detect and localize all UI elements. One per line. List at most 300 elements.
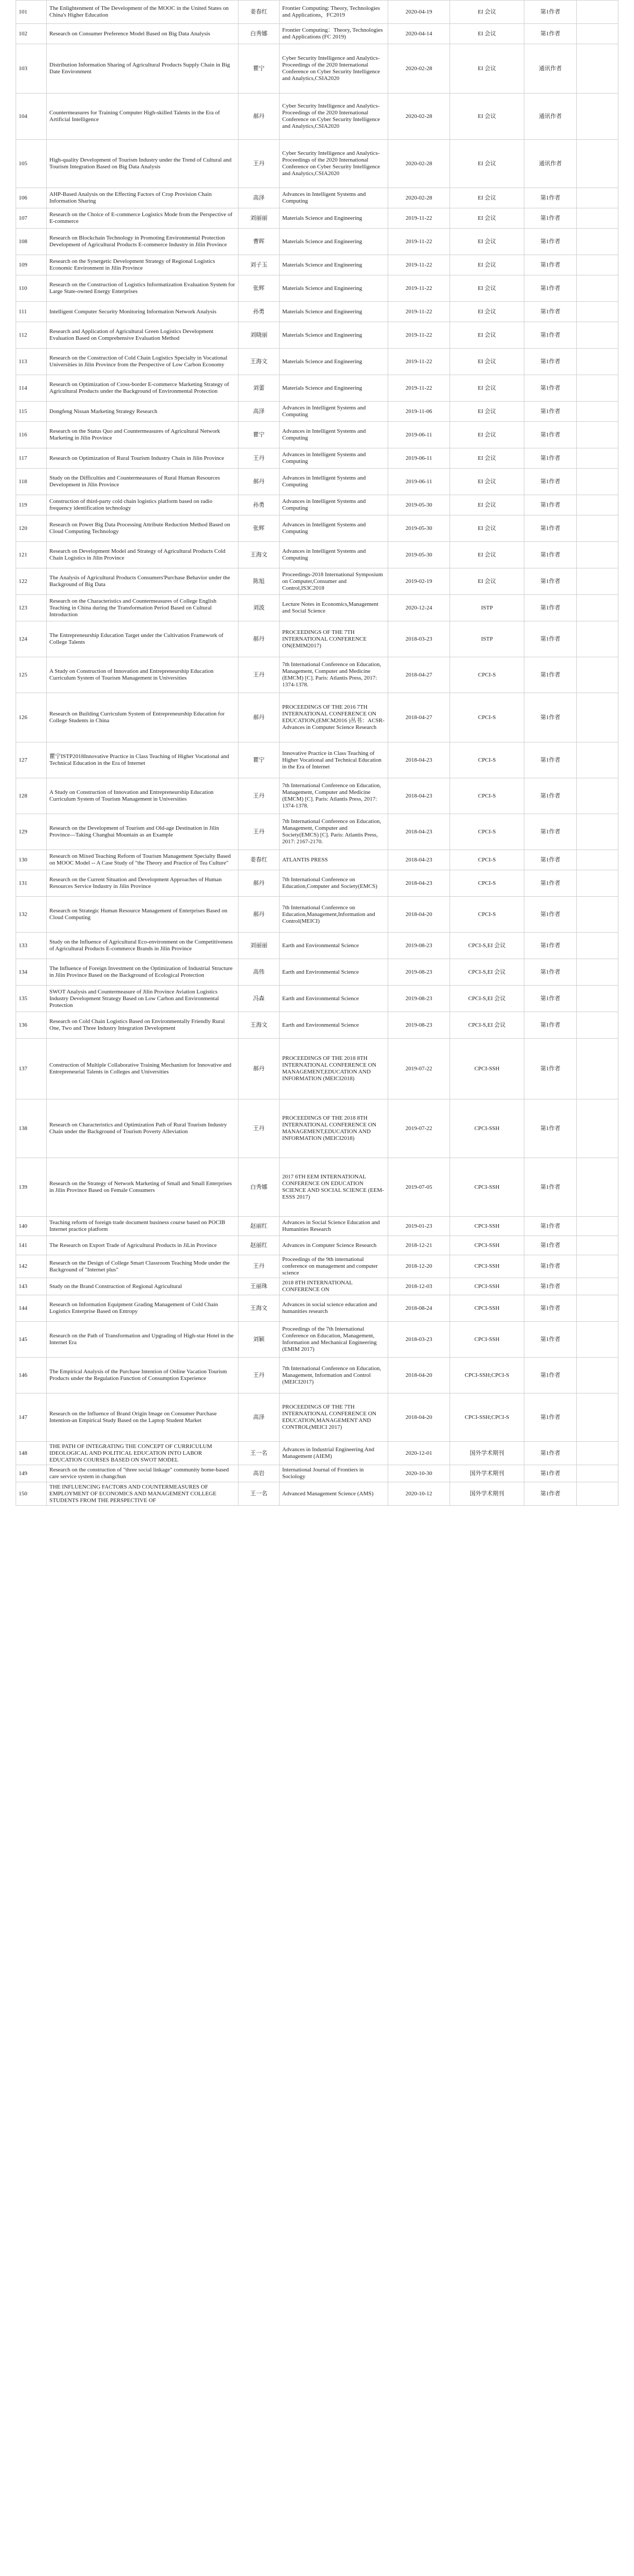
row-number: 135 <box>16 986 47 1012</box>
paper-title: Research on the Development of Tourism and Old-age Destination in Jilin Province—Taking Changbai Mountain as an Example <box>47 814 239 850</box>
author-role: 第1作者 <box>524 1039 577 1099</box>
paper-title: Research on Cold Chain Logistics Based on Environmentally Friendly Rural One, Two and Three Industry Integration Development <box>47 1012 239 1039</box>
publication-venue: Materials Science and Engineering <box>280 322 388 349</box>
index-type: EI 会议 <box>450 495 524 515</box>
table-row <box>16 1278 618 1295</box>
author-name: 赵丽红 <box>239 1236 280 1255</box>
table-row <box>16 778 618 814</box>
index-type: EI 会议 <box>450 188 524 208</box>
author-name: 王丹 <box>239 448 280 469</box>
author-name: 王丹 <box>239 1099 280 1158</box>
table-row <box>16 897 618 933</box>
empty-cell <box>577 255 618 275</box>
index-type: CPCI-SSH <box>450 1255 524 1278</box>
publish-date: 2018-04-23 <box>388 778 450 814</box>
paper-title: Study on the Difficulties and Countermeasures of Rural Human Resources Development in Jilin Province <box>47 469 239 495</box>
table-row <box>16 275 618 302</box>
table-row <box>16 1099 618 1158</box>
table-row <box>16 515 618 542</box>
paper-title: THE PATH OF INTEGRATING THE CONCEPT OF CURRICULUM IDEOLOGICAL AND POLITICAL EDUCATION INTO LABOR EDUCATION COURSES BASED ON SWOT MODEL <box>47 1442 239 1465</box>
publication-venue: Materials Science and Engineering <box>280 349 388 375</box>
row-number: 112 <box>16 322 47 349</box>
publish-date: 2019-06-11 <box>388 422 450 448</box>
author-role: 第1作者 <box>524 229 577 255</box>
author-role: 第1作者 <box>524 1236 577 1255</box>
index-type: CPCI-S,EI 会议 <box>450 959 524 986</box>
empty-cell <box>577 422 618 448</box>
publish-date: 2018-04-20 <box>388 1393 450 1442</box>
paper-title: Dongfeng Nissan Marketing Strategy Research <box>47 402 239 422</box>
author-role: 第1作者 <box>524 778 577 814</box>
author-role: 第1作者 <box>524 515 577 542</box>
author-name: 王丹 <box>239 814 280 850</box>
row-number: 110 <box>16 275 47 302</box>
empty-cell <box>577 986 618 1012</box>
paper-title: Research on Information Equipment Grading Management of Cold Chain Logistics Enterprise Based on Entropy <box>47 1295 239 1322</box>
author-name: 白秀娜 <box>239 1158 280 1217</box>
paper-title: Study on the Brand Construction of Regional Agricultural <box>47 1278 239 1295</box>
publication-venue: International Journal of Frontiers in Sociology <box>280 1465 388 1482</box>
publication-venue: 2017 6TH EEM INTERNATIONAL CONFERENCE ON EDUCATION SCIENCE AND SOCIAL SCIENCE (EEM-ESSS 2017) <box>280 1158 388 1217</box>
paper-title: Construction of third-party cold chain logistics platform based on radio frequency identification technology <box>47 495 239 515</box>
publish-date: 2018-12-21 <box>388 1236 450 1255</box>
row-number: 115 <box>16 402 47 422</box>
index-type: EI 会议 <box>450 515 524 542</box>
publish-date: 2018-04-20 <box>388 1358 450 1393</box>
row-number: 150 <box>16 1482 47 1506</box>
index-type: CPCI-SSH <box>450 1099 524 1158</box>
paper-title: Teaching reform of foreign trade document business course based on POCIB Internet practice platform <box>47 1217 239 1236</box>
author-name: 瞿宁 <box>239 422 280 448</box>
table-row <box>16 1465 618 1482</box>
author-role: 第1作者 <box>524 1482 577 1506</box>
author-role: 通讯作者 <box>524 44 577 94</box>
index-type: CPCI-S <box>450 778 524 814</box>
paper-title: Study on the Influence of Agricultural Eco-environment on the Competitiveness of Agricultural Products E-commerce Brands in Jilin Province <box>47 933 239 959</box>
author-name: 刘蕾 <box>239 375 280 402</box>
author-role: 第1作者 <box>524 208 577 229</box>
empty-cell <box>577 302 618 322</box>
paper-title: Research on the Construction of Logistics Informatization Evaluation System for Large State-owned Energy Enterprises <box>47 275 239 302</box>
publish-date: 2019-06-11 <box>388 448 450 469</box>
index-type: ISTP <box>450 621 524 657</box>
publication-venue: 7th International Conference on Education, Management, Computer and Medicine (EMCM) [C]. Paris: Atlantis Press, 2017: 1374-1378. <box>280 778 388 814</box>
index-type: CPCI-SSH <box>450 1217 524 1236</box>
row-number: 106 <box>16 188 47 208</box>
author-name: 王海文 <box>239 1012 280 1039</box>
publication-venue: Lecture Notes in Economics,Management and Social Science <box>280 595 388 621</box>
publish-date: 2019-08-23 <box>388 986 450 1012</box>
publication-venue: Earth and Environmental Science <box>280 959 388 986</box>
empty-cell <box>577 1039 618 1099</box>
publish-date: 2019-05-30 <box>388 542 450 568</box>
author-role: 第1作者 <box>524 469 577 495</box>
row-number: 127 <box>16 742 47 778</box>
paper-title: Countermeasures for Training Computer High-skilled Talents in the Era of Artificial Intelligence <box>47 94 239 140</box>
row-number: 105 <box>16 140 47 188</box>
row-number: 132 <box>16 897 47 933</box>
author-role: 第1作者 <box>524 275 577 302</box>
table-row <box>16 693 618 742</box>
author-name: 曹晖 <box>239 229 280 255</box>
table-row <box>16 302 618 322</box>
paper-title: Research on Development Model and Strategy of Agricultural Products Cold Chain Logistics in Jilin Province <box>47 542 239 568</box>
table-row <box>16 1295 618 1322</box>
publish-date: 2019-02-19 <box>388 568 450 595</box>
author-name: 高岩 <box>239 1465 280 1482</box>
author-name: 郝丹 <box>239 897 280 933</box>
index-type: 国外学术期刊 <box>450 1442 524 1465</box>
author-name: 刘子玉 <box>239 255 280 275</box>
author-role: 第1作者 <box>524 448 577 469</box>
empty-cell <box>577 850 618 870</box>
author-name: 郝丹 <box>239 621 280 657</box>
author-name: 王海文 <box>239 1295 280 1322</box>
table-row <box>16 1393 618 1442</box>
author-role: 第1作者 <box>524 375 577 402</box>
author-name: 姜春红 <box>239 1 280 24</box>
row-number: 149 <box>16 1465 47 1482</box>
publication-venue: PROCEEDINGS OF THE 2016 7TH INTERNATIONAL CONFERENCE ON EDUCATION,(EMCM2016 )丛书：ACSR-Advances in Computer Science Research <box>280 693 388 742</box>
author-name: 高泽 <box>239 402 280 422</box>
author-name: 王丹 <box>239 1358 280 1393</box>
paper-title: Research on Characteristics and Optimization Path of Rural Tourism Industry Chain under the Background of Tourism Poverty Alleviation <box>47 1099 239 1158</box>
publish-date: 2019-08-23 <box>388 959 450 986</box>
empty-cell <box>577 693 618 742</box>
author-name: 高泽 <box>239 188 280 208</box>
index-type: ISTP <box>450 595 524 621</box>
index-type: EI 会议 <box>450 229 524 255</box>
paper-title: A Study on Construction of Innovation and Entrepreneurship Education Curriculum System of Tourism Management in Universities <box>47 778 239 814</box>
paper-title: The Entrepreneurship Education Target under the Cultivation Framework of College Talents <box>47 621 239 657</box>
publication-venue: Cyber Security Intelligence and Analytics-Proceedings of the 2020 International Conference on Cyber Security Intelligence and Analytics,CSIA2020 <box>280 44 388 94</box>
author-role: 第1作者 <box>524 24 577 44</box>
author-role: 第1作者 <box>524 255 577 275</box>
empty-cell <box>577 1099 618 1158</box>
empty-cell <box>577 933 618 959</box>
empty-cell <box>577 1393 618 1442</box>
table-row <box>16 986 618 1012</box>
empty-cell <box>577 1278 618 1295</box>
publication-venue: ATLANTIS PRESS <box>280 850 388 870</box>
publish-date: 2019-07-22 <box>388 1039 450 1099</box>
empty-cell <box>577 515 618 542</box>
empty-cell <box>577 1465 618 1482</box>
publication-venue: Advances in social science education and humanities research <box>280 1295 388 1322</box>
paper-title: Research on the Synergetic Development Strategy of Regional Logistics Economic Environment in Jilin Province <box>47 255 239 275</box>
publish-date: 2018-04-27 <box>388 657 450 693</box>
author-role: 第1作者 <box>524 1012 577 1039</box>
empty-cell <box>577 469 618 495</box>
table-row <box>16 44 618 94</box>
publish-date: 2019-11-22 <box>388 302 450 322</box>
author-name: 郝丹 <box>239 94 280 140</box>
author-name: 赵丽红 <box>239 1217 280 1236</box>
row-number: 145 <box>16 1322 47 1358</box>
publish-date: 2019-08-23 <box>388 933 450 959</box>
table-row <box>16 1 618 24</box>
index-type: EI 会议 <box>450 44 524 94</box>
empty-cell <box>577 1295 618 1322</box>
author-name: 刘丽丽 <box>239 933 280 959</box>
publication-venue: Earth and Environmental Science <box>280 1012 388 1039</box>
index-type: CPCI-SSH <box>450 1322 524 1358</box>
author-role: 第1作者 <box>524 742 577 778</box>
publish-date: 2018-03-23 <box>388 621 450 657</box>
index-type: EI 会议 <box>450 208 524 229</box>
publish-date: 2020-04-14 <box>388 24 450 44</box>
author-role: 通讯作者 <box>524 94 577 140</box>
table-row <box>16 1039 618 1099</box>
index-type: 国外学术期刊 <box>450 1465 524 1482</box>
empty-cell <box>577 1442 618 1465</box>
empty-cell <box>577 275 618 302</box>
publication-venue: Materials Science and Engineering <box>280 302 388 322</box>
publication-venue: Proceedings of the 9th international conference on management and computer science <box>280 1255 388 1278</box>
row-number: 125 <box>16 657 47 693</box>
row-number: 109 <box>16 255 47 275</box>
table-row <box>16 1358 618 1393</box>
paper-title: The Empirical Analysis of the Purchase Intention of Online Vacation Tourism Products under the Regulation Function of Consumption Experience <box>47 1358 239 1393</box>
empty-cell <box>577 897 618 933</box>
index-type: EI 会议 <box>450 402 524 422</box>
empty-cell <box>577 322 618 349</box>
author-name: 王丹 <box>239 140 280 188</box>
row-number: 138 <box>16 1099 47 1158</box>
table-row <box>16 140 618 188</box>
publish-date: 2019-11-22 <box>388 375 450 402</box>
index-type: CPCI-S,EI 会议 <box>450 986 524 1012</box>
author-role: 通讯作者 <box>524 140 577 188</box>
author-name: 刘颖 <box>239 1322 280 1358</box>
publish-date: 2019-11-06 <box>388 402 450 422</box>
table-row <box>16 448 618 469</box>
row-number: 117 <box>16 448 47 469</box>
author-role: 第1作者 <box>524 422 577 448</box>
publish-date: 2019-08-23 <box>388 1012 450 1039</box>
publication-venue: Proceedings of the 7th International Conference on Education, Management, Information and Mechanical Engineering (EMIM 2017) <box>280 1322 388 1358</box>
publish-date: 2019-05-30 <box>388 515 450 542</box>
paper-title: Research on Optimization of Cross-border E-commerce Marketing Strategy of Agricultural Products under the Background of Environmental Protection <box>47 375 239 402</box>
publish-date: 2018-04-23 <box>388 742 450 778</box>
row-number: 108 <box>16 229 47 255</box>
index-type: CPCI-S <box>450 850 524 870</box>
empty-cell <box>577 94 618 140</box>
publication-venue: PROCEEDINGS OF THE 2018 8TH INTERNATIONAL CONFERENCE ON MANAGEMENT,EDUCATION AND INFORMATION (MEICI2018) <box>280 1039 388 1099</box>
paper-title: Research on the Strategy of Network Marketing of Small and Small Enterprises in Jilin Province Based on Female Consumers <box>47 1158 239 1217</box>
row-number: 113 <box>16 349 47 375</box>
author-role: 第1作者 <box>524 1099 577 1158</box>
author-name: 姜春红 <box>239 850 280 870</box>
publish-date: 2019-07-05 <box>388 1158 450 1217</box>
row-number: 126 <box>16 693 47 742</box>
row-number: 146 <box>16 1358 47 1393</box>
publication-venue: Earth and Environmental Science <box>280 933 388 959</box>
author-name: 刘波 <box>239 595 280 621</box>
empty-cell <box>577 1482 618 1506</box>
table-row <box>16 1482 618 1506</box>
row-number: 114 <box>16 375 47 402</box>
index-type: EI 会议 <box>450 275 524 302</box>
row-number: 136 <box>16 1012 47 1039</box>
paper-title: Research on the Characteristics and Countermeasures of College English Teaching in China during the Transformation Period Based on Cultural Introduction <box>47 595 239 621</box>
publish-date: 2019-11-22 <box>388 275 450 302</box>
author-role: 第1作者 <box>524 1278 577 1295</box>
publish-date: 2018-04-23 <box>388 850 450 870</box>
table-row <box>16 959 618 986</box>
index-type: CPCI-S <box>450 742 524 778</box>
paper-title: High-quality Development of Tourism Industry under the Trend of Cultural and Tourism Integration Based on Big Data Analysis <box>47 140 239 188</box>
publication-table-body <box>16 1 618 1506</box>
empty-cell <box>577 1 618 24</box>
publication-venue: Advances in Intelligent Systems and Computing <box>280 422 388 448</box>
row-number: 134 <box>16 959 47 986</box>
publication-venue: Advances in Intelligent Systems and Computing <box>280 448 388 469</box>
table-row <box>16 229 618 255</box>
publish-date: 2019-07-22 <box>388 1099 450 1158</box>
row-number: 140 <box>16 1217 47 1236</box>
publish-date: 2020-02-28 <box>388 188 450 208</box>
table-row <box>16 375 618 402</box>
index-type: EI 会议 <box>450 448 524 469</box>
publication-venue: Advances in Social Science Education and Humanities Research <box>280 1217 388 1236</box>
publication-venue: PROCEEDINGS OF THE 7TH INTERNATIONAL CONFERENCE ON EDUCATION,MANAGEMENT AND CONTROL(MEICI 2017) <box>280 1393 388 1442</box>
publish-date: 2020-02-28 <box>388 94 450 140</box>
publication-venue: Innovative Practice in Class Teaching of Higher Vocational and Technical Education in the Era of Internet <box>280 742 388 778</box>
publication-venue: 7th International Conference on Education,Management,Information and Control(MEICI) <box>280 897 388 933</box>
publication-venue: PROCEEDINGS OF THE 7TH INTERNATIONAL CONFERENCE ON(EMIM2017) <box>280 621 388 657</box>
author-name: 王丹 <box>239 1255 280 1278</box>
index-type: CPCI-SSH;CPCI-S <box>450 1393 524 1442</box>
empty-cell <box>577 1012 618 1039</box>
table-row <box>16 568 618 595</box>
index-type: EI 会议 <box>450 94 524 140</box>
row-number: 118 <box>16 469 47 495</box>
publication-venue: Advances in Computer Science Research <box>280 1236 388 1255</box>
row-number: 139 <box>16 1158 47 1217</box>
index-type: EI 会议 <box>450 140 524 188</box>
paper-title: Research on Building Curriculum System of Entrepreneurship Education for College Students in China <box>47 693 239 742</box>
row-number: 143 <box>16 1278 47 1295</box>
empty-cell <box>577 621 618 657</box>
table-row <box>16 402 618 422</box>
publication-venue: Advances in Industrial Engineering And Management (AIEM) <box>280 1442 388 1465</box>
paper-title: Research on the construction of "three social linkage" community home-based care service system in changchun <box>47 1465 239 1482</box>
index-type: CPCI-SSH <box>450 1039 524 1099</box>
empty-cell <box>577 1255 618 1278</box>
empty-cell <box>577 814 618 850</box>
publication-venue: Frontier Computing: Theory, Technologies and Applications，FC2019 <box>280 1 388 24</box>
row-number: 137 <box>16 1039 47 1099</box>
index-type: EI 会议 <box>450 24 524 44</box>
author-role: 第1作者 <box>524 595 577 621</box>
author-role: 第1作者 <box>524 1217 577 1236</box>
empty-cell <box>577 402 618 422</box>
author-name: 王一名 <box>239 1442 280 1465</box>
paper-title: The Enlightenment of The Development of the MOOC in the United States on China's Higher Education <box>47 1 239 24</box>
table-row <box>16 1255 618 1278</box>
author-role: 第1作者 <box>524 542 577 568</box>
paper-title: Research on Blockchain Technology in Promoting Environmental Protection Development of Agricultural Products E-commerce Industry in Jilin Province <box>47 229 239 255</box>
paper-title: Research on the Construction of Cold Chain Logistics Specialty in Vocational Universities in Jilin Province from the Perspective of Low Carbon Economy <box>47 349 239 375</box>
author-role: 第1作者 <box>524 959 577 986</box>
paper-title: Intelligent Computer Security Monitoring Information Network Analysis <box>47 302 239 322</box>
paper-title: Research on Consumer Preference Model Based on Big Data Analysis <box>47 24 239 44</box>
publication-venue: Proceedings-2018 International Symposium on Computer,Consumer and Control,IS3C2018 <box>280 568 388 595</box>
row-number: 104 <box>16 94 47 140</box>
publish-date: 2019-11-22 <box>388 322 450 349</box>
author-name: 王丹 <box>239 657 280 693</box>
paper-title: The Research on Export Trade of Agricultural Products in JiLin Province <box>47 1236 239 1255</box>
author-role: 第1作者 <box>524 850 577 870</box>
paper-title: Research on the Current Situation and Development Approaches of Human Resources Service Industry in Jilin Province <box>47 870 239 897</box>
publication-venue: Advances in Intelligent Systems and Computing <box>280 542 388 568</box>
row-number: 116 <box>16 422 47 448</box>
author-name: 郝丹 <box>239 1039 280 1099</box>
empty-cell <box>577 1358 618 1393</box>
publish-date: 2020-10-30 <box>388 1465 450 1482</box>
index-type: CPCI-SSH <box>450 1295 524 1322</box>
empty-cell <box>577 778 618 814</box>
publication-venue: Advances in Intelligent Systems and Computing <box>280 515 388 542</box>
author-name: 高伟 <box>239 959 280 986</box>
publish-date: 2019-11-22 <box>388 229 450 255</box>
index-type: CPCI-S,EI 会议 <box>450 1012 524 1039</box>
index-type: CPCI-SSH <box>450 1158 524 1217</box>
author-role: 第1作者 <box>524 657 577 693</box>
index-type: EI 会议 <box>450 255 524 275</box>
author-role: 第1作者 <box>524 402 577 422</box>
table-row <box>16 469 618 495</box>
paper-title: The Analysis of Agricultural Products Consumers'Purchase Behavior under the Background of Big Data <box>47 568 239 595</box>
publish-date: 2018-04-20 <box>388 897 450 933</box>
table-row <box>16 349 618 375</box>
author-role: 第1作者 <box>524 1393 577 1442</box>
table-row <box>16 94 618 140</box>
author-role: 第1作者 <box>524 870 577 897</box>
publication-venue: Frontier Computing：Theory, Technologies and Applications (FC 2019) <box>280 24 388 44</box>
index-type: CPCI-S <box>450 870 524 897</box>
paper-title: Research on the Design of College Smart Classroom Teaching Mode under the Background of "Internet plus" <box>47 1255 239 1278</box>
index-type: CPCI-S <box>450 693 524 742</box>
empty-cell <box>577 349 618 375</box>
empty-cell <box>577 1236 618 1255</box>
author-role: 第1作者 <box>524 1442 577 1465</box>
table-row <box>16 1158 618 1217</box>
publish-date: 2019-05-30 <box>388 495 450 515</box>
author-name: 孙勇 <box>239 302 280 322</box>
row-number: 147 <box>16 1393 47 1442</box>
author-role: 第1作者 <box>524 1358 577 1393</box>
row-number: 123 <box>16 595 47 621</box>
table-row <box>16 1442 618 1465</box>
publish-date: 2020-10-12 <box>388 1482 450 1506</box>
publication-venue: Materials Science and Engineering <box>280 375 388 402</box>
table-row <box>16 870 618 897</box>
paper-title: Research on the Influence of Brand Origin Image on Consumer Purchase Intention-an Empirical Study Based on the Laptop Student Market <box>47 1393 239 1442</box>
row-number: 103 <box>16 44 47 94</box>
paper-title: THE INFLUENCING FACTORS AND COUNTERMEASURES OF EMPLOYMENT OF ECONOMICS AND MANAGEMENT COLLEGE STUDENTS FROM THE PERSPECTIVE OF <box>47 1482 239 1506</box>
publish-date: 2019-01-23 <box>388 1217 450 1236</box>
author-name: 张辉 <box>239 275 280 302</box>
empty-cell <box>577 595 618 621</box>
author-name: 冯森 <box>239 986 280 1012</box>
author-role: 第1作者 <box>524 188 577 208</box>
table-row <box>16 1322 618 1358</box>
author-name: 王海文 <box>239 349 280 375</box>
index-type: EI 会议 <box>450 542 524 568</box>
index-type: EI 会议 <box>450 322 524 349</box>
